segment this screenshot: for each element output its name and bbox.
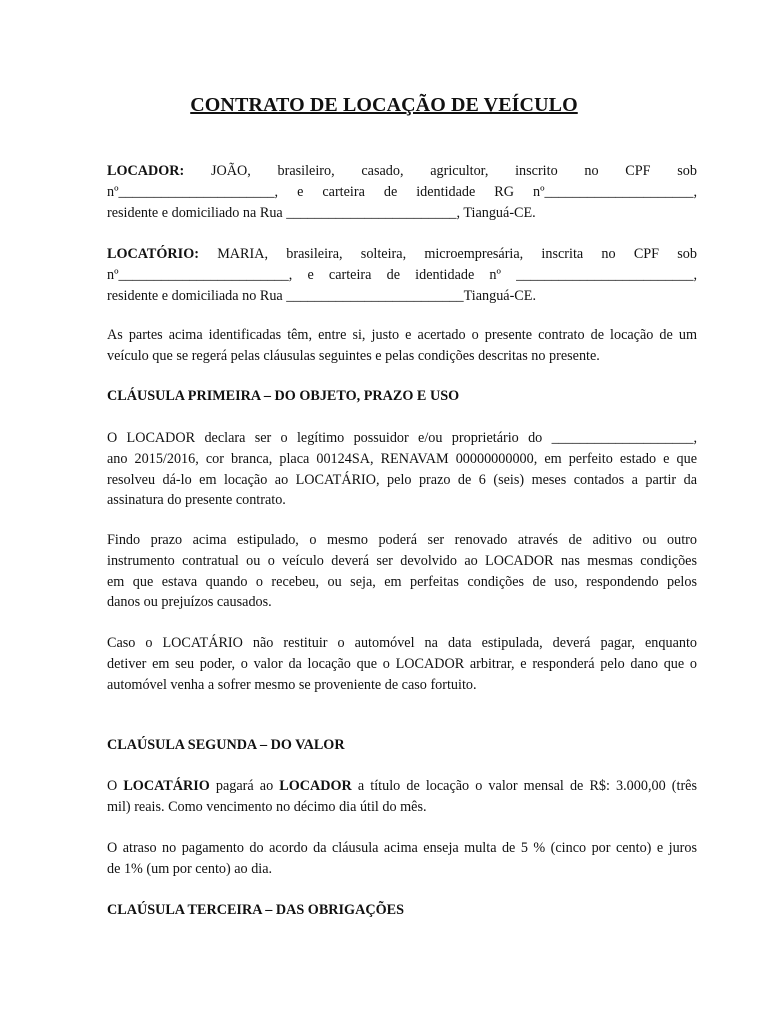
locador-paragraph [107, 161, 697, 223]
clausula-primeira-p3 [107, 633, 697, 695]
clausula-primeira-p2-line: instrumento contratual ou o veículo deverá ser devolvido ao LOCADOR nas mesmas condições [107, 552, 697, 569]
clausula-primeira-p2 [107, 530, 697, 613]
locador-line-1 [107, 161, 697, 182]
clausula-segunda-p2 [107, 838, 697, 880]
document-title: CONTRATO DE LOCAÇÃO DE VEÍCULO [190, 94, 578, 116]
text-run: a título de locação o valor mensal de R$: 3.000,00 (três [351, 778, 697, 794]
clausula-terceira-heading: CLAÚSULA TERCEIRA – DAS OBRIGAÇÕES [107, 902, 404, 918]
clausula-primeira-p2-line: danos ou prejuízos causados. [107, 594, 272, 611]
locatario-line-2: nº________________________, e carteira de identidade nº _________________________, [107, 266, 697, 283]
clausula-segunda-p2-line: O atraso no pagamento do acordo da cláusula acima enseja multa de 5 % (cinco por cento) e juros [107, 840, 697, 856]
clausula-primeira-heading: CLÁUSULA PRIMEIRA – DO OBJETO, PRAZO E USO [107, 388, 460, 404]
clausula-primeira-p2-line: Findo prazo acima estipulado, o mesmo poderá ser renovado através de aditivo ou outro [107, 532, 697, 548]
clausula-primeira-p1 [107, 428, 697, 511]
locatario-label: LOCATÓRIO: [107, 246, 199, 262]
locador-line-1-text: JOÃO, brasileiro, casado, agricultor, inscrito no CPF sob [184, 163, 697, 179]
locatario-line-3: residente e domiciliada no Rua _________________________Tianguá-CE. [107, 287, 536, 304]
clausula-segunda-p1 [107, 776, 697, 818]
locatario-line-1-text: MARIA, brasileira, solteira, microempresária, inscrita no CPF sob [198, 246, 697, 262]
locador-line-2: nº______________________, e carteira de identidade RG nº_____________________, [107, 183, 697, 200]
clausula-segunda-p1-line-1 [107, 776, 697, 797]
clausula-primeira-p3-line: detiver em seu poder, o valor da locação que o LOCADOR arbitrar, e responderá pelo dano que o [107, 655, 697, 672]
clausula-primeira-p3-line: automóvel venha a sofrer mesmo se proveniente de caso fortuito. [107, 676, 477, 693]
locador-bold: LOCADOR [279, 778, 352, 794]
clausula-segunda-p1-line-2: mil) reais. Como vencimento no décimo dia útil do mês. [107, 798, 427, 815]
clausula-segunda-p2-line: de 1% (um por cento) ao dia. [107, 860, 273, 877]
intro-paragraph [107, 325, 697, 367]
locador-line-3: residente e domiciliado na Rua ________________________, Tianguá-CE. [107, 204, 536, 221]
text-run: O [107, 778, 124, 794]
clausula-primeira-p1-line: ano 2015/2016, cor branca, placa 00124SA, RENAVAM 00000000000, em perfeito estado e que [107, 450, 697, 467]
clausula-primeira-p1-line: resolveu dá-lo em locação ao LOCATÁRIO, pelo prazo de 6 (seis) meses contados a partir da [107, 471, 697, 488]
clausula-primeira-p2-line: em que estava quando o recebeu, ou seja, em perfeitas condições de uso, respondendo pelos [107, 573, 697, 590]
text-run: pagará ao [209, 778, 280, 794]
clausula-primeira-p1-line: assinatura do presente contrato. [107, 492, 286, 509]
intro-line-1: As partes acima identificadas têm, entre si, justo e acertado o presente contrato de locação de um [107, 327, 697, 343]
locatario-line-1 [107, 244, 697, 265]
locatario-bold: LOCATÁRIO [123, 778, 210, 794]
clausula-segunda-heading: CLAÚSULA SEGUNDA – DO VALOR [107, 737, 345, 753]
intro-line-2: veículo que se regerá pelas cláusulas seguintes e pelas condições descritas no presente. [107, 347, 600, 364]
locatario-paragraph [107, 244, 697, 306]
clausula-primeira-p3-line: Caso o LOCATÁRIO não restituir o automóvel na data estipulada, deverá pagar, enquanto [107, 635, 697, 651]
locador-label: LOCADOR: [107, 163, 185, 179]
clausula-primeira-p1-line: O LOCADOR declara ser o legítimo possuidor e/ou proprietário do ____________________, [107, 430, 697, 446]
